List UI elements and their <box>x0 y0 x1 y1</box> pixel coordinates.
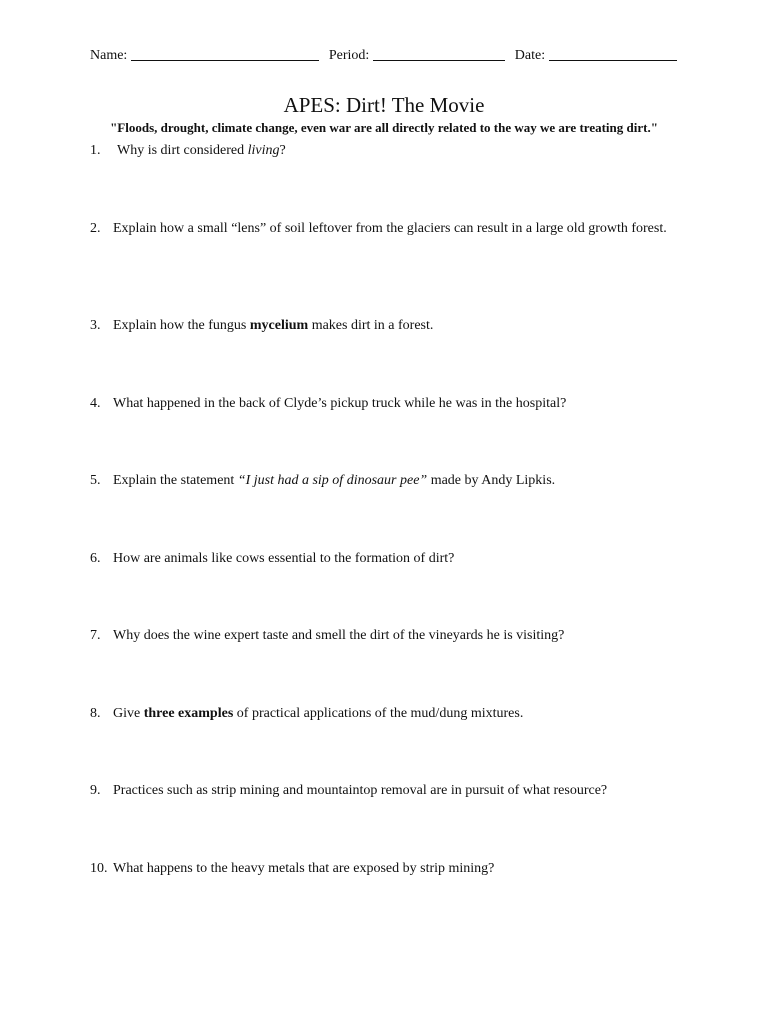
question-text: Explain how a small “lens” of soil leftover from the glaciers can result in a large old growth forest. <box>113 221 667 236</box>
question-number: 3. <box>90 318 101 333</box>
bold-three-examples: three examples <box>143 706 234 721</box>
question-text: Why is dirt considered living? <box>117 143 286 158</box>
question-6 <box>90 549 680 569</box>
name-blank[interactable] <box>131 46 319 61</box>
question-5 <box>90 471 680 491</box>
question-number: 6. <box>90 551 101 566</box>
question-number: 5. <box>90 473 101 488</box>
question-4 <box>90 394 680 414</box>
question-2 <box>90 219 680 239</box>
name-label: Name: <box>90 48 128 63</box>
question-number: 2. <box>90 221 101 236</box>
question-number: 9. <box>90 783 101 798</box>
question-text: Explain the statement “I just had a sip of dinosaur pee” made by Andy Lipkis. <box>113 473 556 488</box>
question-number: 10. <box>90 861 108 876</box>
question-7 <box>90 626 680 646</box>
subtitle-quote: "Floods, drought, climate change, even war are all directly related to the way we are treating dirt." <box>110 120 658 135</box>
period-blank[interactable] <box>373 46 505 61</box>
question-text: Explain how the fungus mycelium makes dirt in a forest. <box>113 318 434 333</box>
question-number: 8. <box>90 706 101 721</box>
emphasis-quote: “I just had a sip of dinosaur pee” <box>237 473 428 488</box>
question-3 <box>90 316 680 336</box>
question-8 <box>90 704 680 724</box>
bold-mycelium: mycelium <box>249 318 309 333</box>
student-info-line <box>90 46 690 65</box>
question-text: Why does the wine expert taste and smell the dirt of the vineyards he is visiting? <box>113 628 565 643</box>
emphasis-living: living <box>247 143 280 158</box>
period-label: Period: <box>328 48 370 63</box>
question-text: What happened in the back of Clyde’s pickup truck while he was in the hospital? <box>113 396 567 411</box>
question-text: How are animals like cows essential to the formation of dirt? <box>113 551 455 566</box>
question-10 <box>90 859 680 879</box>
question-number: 4. <box>90 396 101 411</box>
date-label: Date: <box>514 48 546 63</box>
question-text: Give three examples of practical applications of the mud/dung mixtures. <box>113 706 524 721</box>
page-title: APES: Dirt! The Movie <box>283 93 485 117</box>
question-number: 7. <box>90 628 101 643</box>
question-number: 1. <box>90 143 101 158</box>
date-blank[interactable] <box>549 46 677 61</box>
question-9 <box>90 781 680 801</box>
question-text: What happens to the heavy metals that are exposed by strip mining? <box>113 861 495 876</box>
question-1 <box>90 141 680 161</box>
question-text: Practices such as strip mining and mountaintop removal are in pursuit of what resource? <box>113 783 608 798</box>
